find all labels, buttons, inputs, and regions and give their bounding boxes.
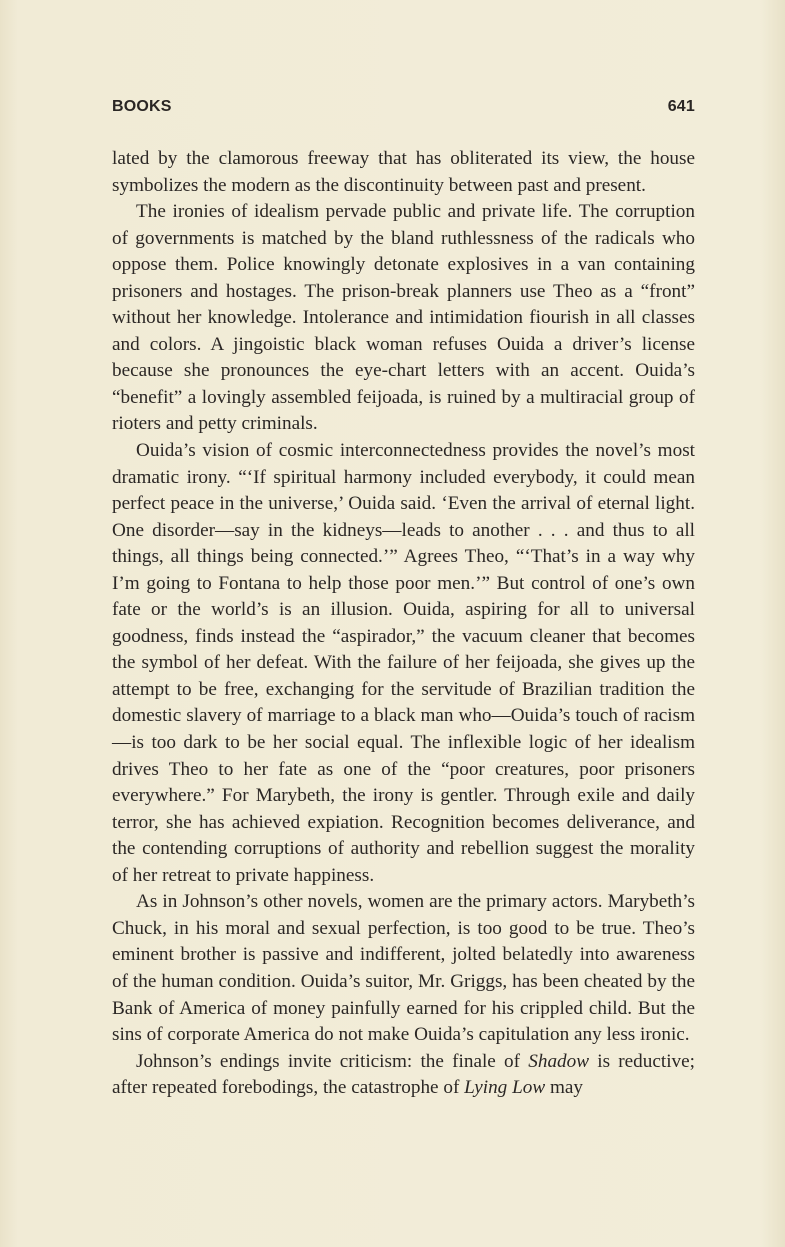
paragraph-2: The ironies of idealism pervade public and private life. The corruption of governments is matched by the bland ruthlessness of the radicals who oppose them. Police knowingly detonate explosives in a van containing prisoners and hostages. The prison-break planners use Theo as a “front” without her knowledge. Intolerance and intimidation fiourish in all classes and colors. A jingoistic black woman refuses Ouida a driver’s license because she pronounces the eye-chart letters with an accent. Ouida’s “benefit” a lovingly assembled feijoada, is ruined by a multiracial group of rioters and petty criminals. [112, 201, 695, 435]
paragraph-1: lated by the clamorous freeway that has obliterated its view, the house symbolizes the modern as the discontinuity between past and present. [112, 148, 695, 196]
running-head [112, 98, 695, 122]
paragraph-5-text-e: may [545, 1077, 583, 1099]
paragraph-4: As in Johnson’s other novels, women are the primary actors. Marybeth’s Chuck, in his moral and sexual perfection, is too good to be true. Theo’s eminent brother is passive and indifferent, jolted belatedly into awareness of the human condition. Ouida’s suitor, Mr. Griggs, has been cheated by the Bank of America of money painfully earned for his crippled child. But the sins of corporate America do not make Ouida’s capitulation any less ironic. [112, 891, 695, 1046]
paragraph-5-text-a: Johnson’s endings invite criticism: the finale of [136, 1050, 529, 1072]
paragraph-3: Ouida’s vision of cosmic interconnectedness provides the novel’s most dramatic irony. “‘If spiritual harmony included everybody, it could mean perfect peace in the universe,’ Ouida said. ‘Even the arrival of eternal light. One disorder—say in the kidneys—leads to another . . . and thus to all things, all things being connected.’” Agrees Theo, “‘That’s in a way why I’m going to Fontana to help those poor men.’” But control of one’s own fate or the world’s is an illusion. Ouida, aspiring for all to universal goodness, finds instead the “aspirador,” the vacuum cleaner that becomes the symbol of her defeat. With the failure of her feijoada, she gives up the attempt to be free, exchanging for the servitude of Brazilian tradition the domestic slavery of marriage to a black man who—Ouida’s touch of racism—is too dark to be her social equal. The inflexible logic of her idealism drives Theo to her fate as one of the “poor creatures, poor prisoners everywhere.” For Marybeth, the irony is gentler. Through exile and daily terror, she has achieved expiation. Recognition becomes deliverance, and the contending corruptions of authority and rebellion suggest the morality of her retreat to private happiness. [112, 440, 695, 886]
paragraph-5-text-c: is reductive; after repeated forebodings, the catastrophe of [112, 1050, 695, 1099]
section-title: BOOKS [112, 98, 172, 115]
body-text [112, 146, 695, 1102]
paragraph-5 [112, 1049, 695, 1102]
book-title-lying-low: Lying Low [464, 1077, 546, 1099]
book-title-shadow: Shadow [528, 1050, 590, 1072]
page-number: 641 [667, 98, 695, 115]
